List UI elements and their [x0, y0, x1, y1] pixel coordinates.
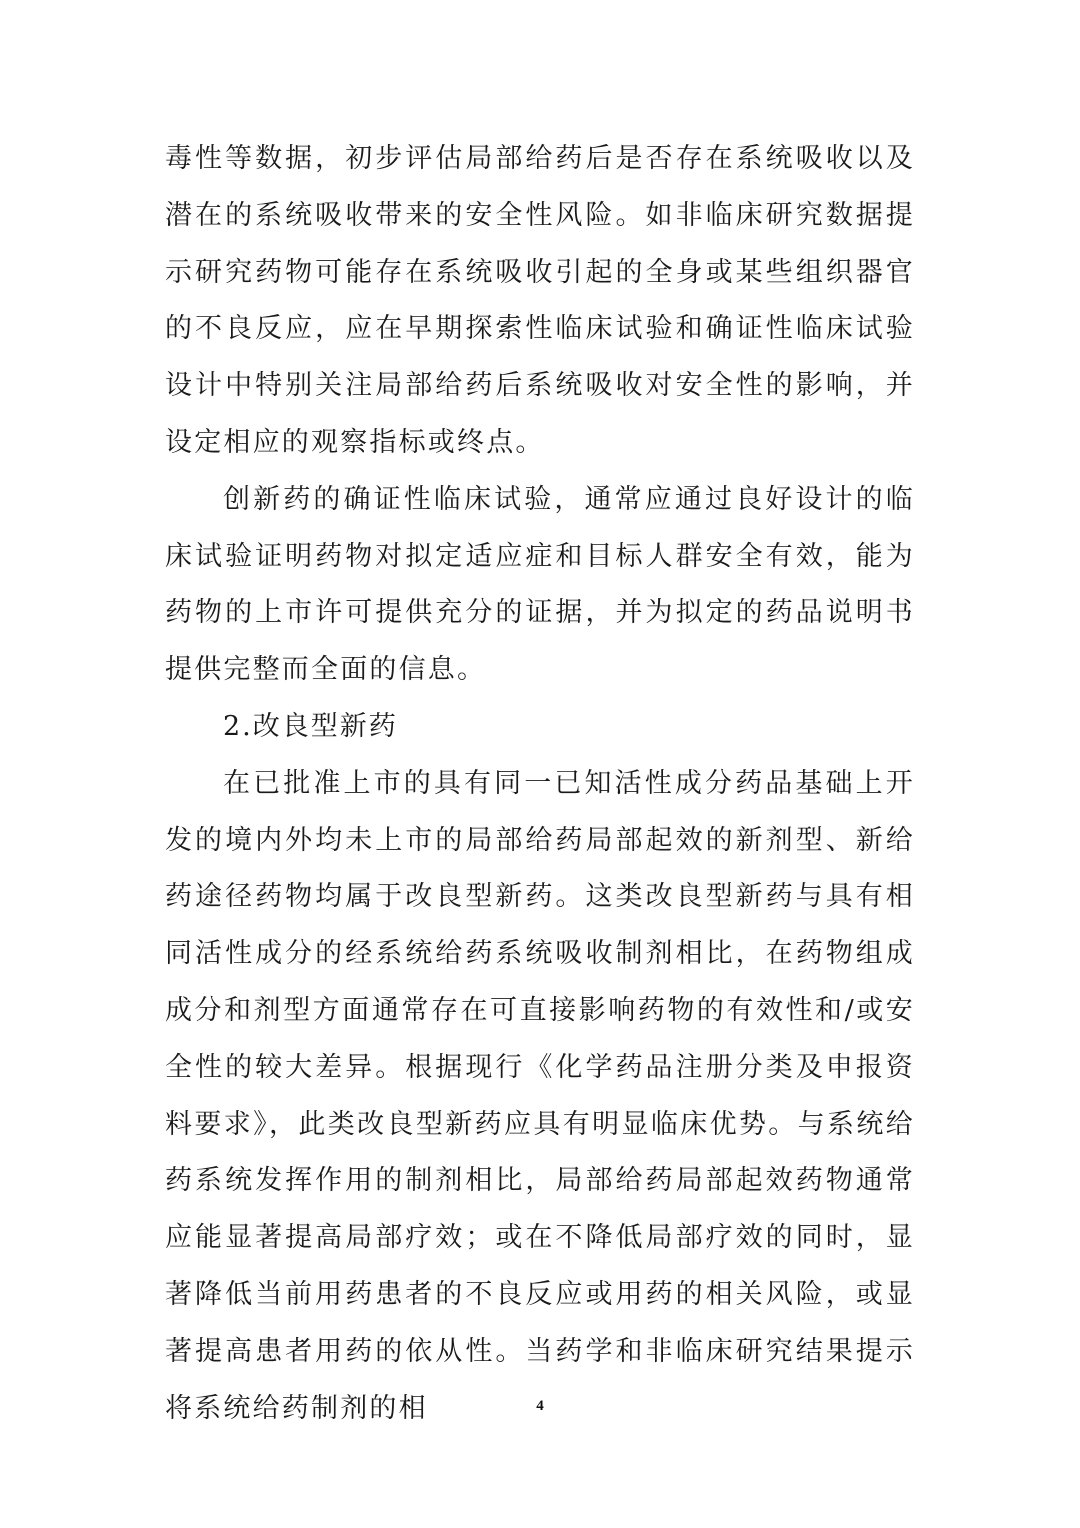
- section-heading-improved-new-drug: 2.改良型新药: [223, 710, 398, 742]
- paragraph-improved-new-drug-definition: 在已批准上市的具有同一已知活性成分药品基础上开发的境内外均未上市的局部给药局部起效的新剂型、新给药途径药物均属于改良型新药。这类改良型新药与具有相同活性成分的经系统给药系统吸收制剂相比，在药物组成成分和剂型方面通常存在可直接影响药物的有效性和/或安全性的较大差异。根据现行《化学药品注册分类及申报资料要求》，此类改良型新药应具有明显临床优势。与系统给药系统发挥作用的制剂相比，局部给药局部起效药物通常应能显著提高局部疗效；或在不降低局部疗效的同时，显著降低当前用药患者的不良反应或用药的相关风险，或显著提高患者用药的依从性。当药学和非临床研究结果提示将系统给药制剂的相: [165, 767, 915, 1424]
- paragraph-systemic-absorption: 毒性等数据，初步评估局部给药后是否存在系统吸收以及潜在的系统吸收带来的安全性风险。如非临床研究数据提示研究药物可能存在系统吸收引起的全身或某些组织器官的不良反应，应在早期探索性临床试验和确证性临床试验设计中特别关注局部给药后系统吸收对安全性的影响，并设定相应的观察指标或终点。: [165, 143, 915, 458]
- page-number: 4: [536, 1398, 544, 1414]
- body-text: [165, 131, 915, 1437]
- paragraph-innovative-drug-confirmatory-trial: 创新药的确证性临床试验，通常应通过良好设计的临床试验证明药物对拟定适应症和目标人群安全有效，能为药物的上市许可提供充分的证据，并为拟定的药品说明书提供完整而全面的信息。: [165, 483, 915, 686]
